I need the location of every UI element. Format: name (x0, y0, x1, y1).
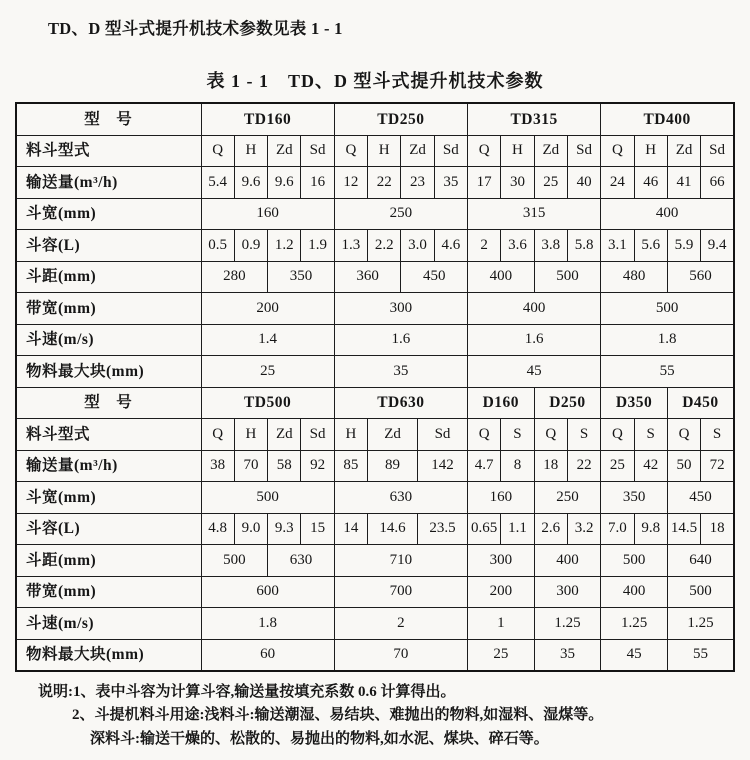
table-row (16, 513, 734, 545)
data-cell: TD630 (334, 387, 467, 419)
table-row (16, 324, 734, 356)
data-cell: TD315 (468, 103, 601, 135)
data-cell: 9.4 (701, 230, 734, 262)
data-cell: 480 (601, 261, 668, 293)
data-cell: Q (201, 135, 234, 167)
data-cell: Q (601, 419, 634, 451)
row-label-cell: 带宽(mm) (16, 576, 201, 608)
data-cell: 400 (601, 198, 734, 230)
table-row (16, 356, 734, 388)
data-cell: 300 (468, 545, 535, 577)
data-cell: 9.3 (268, 513, 301, 545)
row-label-cell: 型 号 (16, 103, 201, 135)
data-cell: 1.9 (301, 230, 334, 262)
data-cell: 3.8 (534, 230, 567, 262)
data-cell: 1.6 (334, 324, 467, 356)
data-cell: 30 (501, 167, 534, 199)
table-row (16, 639, 734, 671)
row-label-cell: 物料最大块(mm) (16, 639, 201, 671)
data-cell: 710 (334, 545, 467, 577)
row-label-cell: 带宽(mm) (16, 293, 201, 325)
data-cell: 400 (468, 293, 601, 325)
data-cell: 250 (534, 482, 601, 514)
data-cell: 200 (201, 293, 334, 325)
data-cell: TD400 (601, 103, 734, 135)
data-cell: 18 (701, 513, 734, 545)
data-cell: 22 (368, 167, 401, 199)
data-cell: 500 (534, 261, 601, 293)
data-cell: Q (667, 419, 700, 451)
notes-block (0, 672, 750, 751)
data-cell: 3.6 (501, 230, 534, 262)
data-cell: D160 (468, 387, 535, 419)
data-cell: 55 (667, 639, 734, 671)
data-cell: 5.4 (201, 167, 234, 199)
data-cell: 38 (201, 450, 234, 482)
data-cell: 1.6 (468, 324, 601, 356)
data-cell: TD250 (334, 103, 467, 135)
data-cell: 300 (334, 293, 467, 325)
table-row (16, 482, 734, 514)
row-label-cell: 斗速(m/s) (16, 324, 201, 356)
data-cell: 1 (468, 608, 535, 640)
data-cell: 500 (201, 545, 268, 577)
data-cell: D450 (667, 387, 734, 419)
data-cell: 72 (701, 450, 734, 482)
data-cell: 1.4 (201, 324, 334, 356)
row-label-cell: 物料最大块(mm) (16, 356, 201, 388)
data-cell: 160 (468, 482, 535, 514)
data-cell: 35 (334, 356, 467, 388)
data-cell: 1.2 (268, 230, 301, 262)
data-cell: 25 (534, 167, 567, 199)
data-cell: Sd (701, 135, 734, 167)
data-cell: H (234, 135, 267, 167)
data-cell: 9.6 (268, 167, 301, 199)
data-cell: 25 (468, 639, 535, 671)
data-cell: 92 (301, 450, 334, 482)
note-line-1: 说明:1、表中斗容为计算斗容,输送量按填充系数 0.6 计算得出。 (38, 684, 456, 700)
data-cell: 66 (701, 167, 734, 199)
data-cell: 42 (634, 450, 667, 482)
data-cell: 1.3 (334, 230, 367, 262)
data-cell: 14.5 (667, 513, 700, 545)
table-row (16, 167, 734, 199)
data-cell: 4.8 (201, 513, 234, 545)
table-row (16, 608, 734, 640)
parameters-table (15, 102, 735, 672)
data-cell: 45 (601, 639, 668, 671)
data-cell: 70 (234, 450, 267, 482)
data-cell: TD160 (201, 103, 334, 135)
data-cell: 160 (201, 198, 334, 230)
data-cell: Zd (368, 419, 418, 451)
data-cell: 500 (201, 482, 334, 514)
data-cell: 5.6 (634, 230, 667, 262)
data-cell: Q (468, 135, 501, 167)
data-cell: 25 (201, 356, 334, 388)
data-cell: 200 (468, 576, 535, 608)
data-cell: 300 (534, 576, 601, 608)
data-cell: Sd (301, 419, 334, 451)
data-cell: Q (201, 419, 234, 451)
data-cell: H (234, 419, 267, 451)
row-label-cell: 斗距(mm) (16, 545, 201, 577)
table-row (16, 230, 734, 262)
data-cell: 8 (501, 450, 534, 482)
data-cell: Zd (401, 135, 434, 167)
data-cell: Zd (268, 419, 301, 451)
data-cell: 40 (567, 167, 600, 199)
data-cell: 0.5 (201, 230, 234, 262)
data-cell: 55 (601, 356, 734, 388)
data-cell: 360 (334, 261, 401, 293)
data-cell: TD500 (201, 387, 334, 419)
data-cell: Sd (301, 135, 334, 167)
data-cell: 640 (667, 545, 734, 577)
data-cell: 1.1 (501, 513, 534, 545)
data-cell: 23.5 (418, 513, 468, 545)
data-cell: S (501, 419, 534, 451)
data-cell: 3.0 (401, 230, 434, 262)
row-label-cell: 斗宽(mm) (16, 482, 201, 514)
data-cell: 46 (634, 167, 667, 199)
data-cell: 12 (334, 167, 367, 199)
data-cell: 25 (601, 450, 634, 482)
data-cell: 560 (667, 261, 734, 293)
data-cell: 18 (534, 450, 567, 482)
row-label-cell: 型 号 (16, 387, 201, 419)
data-cell: Sd (434, 135, 467, 167)
data-cell: 600 (201, 576, 334, 608)
data-cell: Sd (567, 135, 600, 167)
data-cell: 2 (468, 230, 501, 262)
data-cell: S (634, 419, 667, 451)
table-title: 表 1 - 1 TD、D 型斗式提升机技术参数 (206, 71, 544, 91)
data-cell: Q (601, 135, 634, 167)
data-cell: 85 (334, 450, 367, 482)
data-cell: 35 (534, 639, 601, 671)
table-row (16, 387, 734, 419)
data-cell: 500 (667, 576, 734, 608)
data-cell: 350 (268, 261, 335, 293)
row-label-cell: 斗容(L) (16, 513, 201, 545)
data-cell: Zd (667, 135, 700, 167)
table-row (16, 103, 734, 135)
data-cell: 14.6 (368, 513, 418, 545)
data-cell: 14 (334, 513, 367, 545)
data-cell: 3.1 (601, 230, 634, 262)
row-label-cell: 斗容(L) (16, 230, 201, 262)
data-cell: 89 (368, 450, 418, 482)
data-cell: 1.8 (201, 608, 334, 640)
data-cell: H (334, 419, 367, 451)
data-cell: Q (468, 419, 501, 451)
data-cell: 250 (334, 198, 467, 230)
data-cell: S (567, 419, 600, 451)
data-cell: 400 (601, 576, 668, 608)
data-cell: 700 (334, 576, 467, 608)
row-label-cell: 料斗型式 (16, 135, 201, 167)
data-cell: 70 (334, 639, 467, 671)
data-cell: 23 (401, 167, 434, 199)
data-cell: 400 (534, 545, 601, 577)
note-line-2: 2、斗提机料斗用途:浅料斗:输送潮湿、易结块、难抛出的物料,如湿料、湿煤等。 (72, 707, 604, 724)
data-cell: 9.0 (234, 513, 267, 545)
table-body (16, 103, 734, 671)
data-cell: D250 (534, 387, 601, 419)
note-line-3: 深料斗:输送干燥的、松散的、易抛出的物料,如水泥、煤块、碎石等。 (90, 730, 549, 747)
row-label-cell: 料斗型式 (16, 419, 201, 451)
row-label-cell: 斗速(m/s) (16, 608, 201, 640)
data-cell: 1.25 (601, 608, 668, 640)
data-cell: 4.6 (434, 230, 467, 262)
data-cell: 35 (434, 167, 467, 199)
data-cell: 280 (201, 261, 268, 293)
table-row (16, 135, 734, 167)
table-row (16, 576, 734, 608)
data-cell: 17 (468, 167, 501, 199)
data-cell: 24 (601, 167, 634, 199)
data-cell: 400 (468, 261, 535, 293)
data-cell: 1.8 (601, 324, 734, 356)
table-row (16, 419, 734, 451)
data-cell: 50 (667, 450, 700, 482)
data-cell: 0.65 (468, 513, 501, 545)
data-cell: 9.8 (634, 513, 667, 545)
intro-text: TD、D 型斗式提升机技术参数见表 1 - 1 (48, 19, 343, 38)
data-cell: Zd (268, 135, 301, 167)
data-cell: H (634, 135, 667, 167)
data-cell: 60 (201, 639, 334, 671)
data-cell: D350 (601, 387, 668, 419)
data-cell: 315 (468, 198, 601, 230)
data-cell: Zd (534, 135, 567, 167)
data-cell: 1.25 (667, 608, 734, 640)
data-cell: 350 (601, 482, 668, 514)
data-cell: 5.8 (567, 230, 600, 262)
data-cell: 1.25 (534, 608, 601, 640)
data-cell: 22 (567, 450, 600, 482)
data-cell: Q (334, 135, 367, 167)
data-cell: 2 (334, 608, 467, 640)
data-cell: 15 (301, 513, 334, 545)
data-cell: 0.9 (234, 230, 267, 262)
data-cell: H (501, 135, 534, 167)
table-row (16, 261, 734, 293)
data-cell: 3.2 (567, 513, 600, 545)
row-label-cell: 斗宽(mm) (16, 198, 201, 230)
data-cell: 4.7 (468, 450, 501, 482)
data-cell: 630 (268, 545, 335, 577)
data-cell: 630 (334, 482, 467, 514)
data-cell: 9.6 (234, 167, 267, 199)
data-cell: 7.0 (601, 513, 634, 545)
data-cell: S (701, 419, 734, 451)
data-cell: 142 (418, 450, 468, 482)
table-row (16, 293, 734, 325)
data-cell: Sd (418, 419, 468, 451)
data-cell: 450 (401, 261, 468, 293)
data-cell: 500 (601, 545, 668, 577)
data-cell: 5.9 (667, 230, 700, 262)
row-label-cell: 斗距(mm) (16, 261, 201, 293)
data-cell: H (368, 135, 401, 167)
data-cell: 16 (301, 167, 334, 199)
table-row (16, 545, 734, 577)
data-cell: 2.6 (534, 513, 567, 545)
data-cell: 500 (601, 293, 734, 325)
data-cell: 45 (468, 356, 601, 388)
data-cell: 450 (667, 482, 734, 514)
row-label-cell: 输送量(m³/h) (16, 450, 201, 482)
table-row (16, 450, 734, 482)
data-cell: 2.2 (368, 230, 401, 262)
data-cell: 41 (667, 167, 700, 199)
row-label-cell: 输送量(m³/h) (16, 167, 201, 199)
table-row (16, 198, 734, 230)
data-cell: 58 (268, 450, 301, 482)
data-cell: Q (534, 419, 567, 451)
